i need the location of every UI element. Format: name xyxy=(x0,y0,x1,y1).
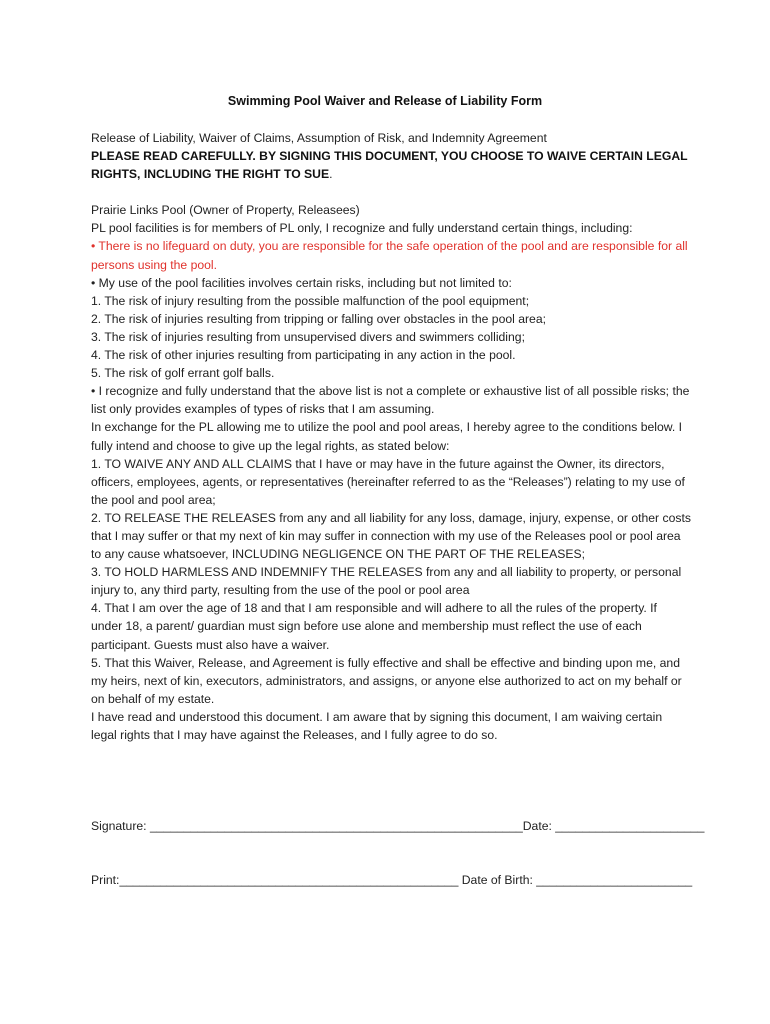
warning-paragraph xyxy=(91,147,691,183)
risk-item: 3. The risk of injuries resulting from unsupervised divers and swimmers colliding; xyxy=(91,329,525,344)
condition-item: 4. That I am over the age of 18 and that I am responsible and will adhere to all the rules of the property. If under 18, a parent/ guardian must sign before use alone and membership must reflect the use of each participant. Guests must also have a waiver. xyxy=(91,601,657,652)
date-field[interactable]: ______________________ xyxy=(555,819,705,833)
owner-line: Prairie Links Pool (Owner of Property, Releasees) xyxy=(91,203,360,218)
risk-item: 5. The risk of golf errant golf balls. xyxy=(91,366,275,381)
condition-item: 5. That this Waiver, Release, and Agreement is fully effective and shall be effective and binding upon me, and my heirs, next of kin, executors, administrators, and assigns, or anyone else authorized to act on my behalf or on behalf of my estate. xyxy=(91,655,682,706)
print-label: Print: xyxy=(91,873,120,887)
risk-item: 2. The risk of injuries resulting from tripping or falling over obstacles in the pool area; xyxy=(91,311,547,326)
warning-period: . xyxy=(329,167,333,182)
signature-field[interactable]: _______________________________________________________ xyxy=(149,819,523,833)
closing-paragraph: I have read and understood this document. I am aware that by signing this document, I am waiving certain legal rights that I may have against the Releases, and I fully agree to do so. xyxy=(91,709,663,742)
date-of-birth-field[interactable]: _______________________ xyxy=(536,873,693,887)
date-label: Date: xyxy=(522,819,556,833)
signature-label: Signature: xyxy=(91,819,150,833)
condition-item: 3. TO HOLD HARMLESS AND INDEMNIFY THE RELEASES from any and all liability to property, or personal injury to, any third party, resulting from the use of the pool or pool area xyxy=(91,565,682,598)
signature-row xyxy=(91,819,705,833)
document-body xyxy=(91,129,691,744)
spacer xyxy=(91,183,691,201)
risk-item: 1. The risk of injury resulting from the possible malfunction of the pool equipment; xyxy=(91,293,530,308)
date-of-birth-label: Date of Birth: xyxy=(458,873,537,887)
risk-item: 4. The risk of other injuries resulting from participating in any action in the pool. xyxy=(91,348,516,363)
intro-paragraph: PL pool facilities is for members of PL only, I recognize and fully understand certain things, including: xyxy=(91,221,633,236)
exchange-paragraph: In exchange for the PL allowing me to utilize the pool and pool areas, I hereby agree to the conditions below. I fully intend and choose to give up the legal rights, as stated below: xyxy=(91,420,683,453)
document-title: Swimming Pool Waiver and Release of Liability Form xyxy=(227,94,543,108)
print-row xyxy=(91,873,691,887)
warning-text: PLEASE READ CAREFULLY. BY SIGNING THIS DOCUMENT, YOU CHOOSE TO WAIVE CERTAIN LEGAL RIGHTS, INCLUDING THE RIGHT TO SUE xyxy=(91,149,688,182)
condition-item: 2. TO RELEASE THE RELEASES from any and all liability for any loss, damage, injury, expense, or other costs that I may suffer or that my next of kin may suffer in connection with my use of the Releases pool or pool area to any cause whatsoever, INCLUDING NEGLIGENCE ON THE PART OF THE RELEASES; xyxy=(91,510,691,562)
not-exhaustive-paragraph: • I recognize and fully understand that the above list is not a complete or exhaustive list of all possible risks; the list only provides examples of types of risks that I am assuming. xyxy=(91,384,690,417)
lifeguard-notice: • There is no lifeguard on duty, you are responsible for the safe operation of the pool and are responsible for all persons using the pool. xyxy=(91,239,688,272)
condition-item: 1. TO WAIVE ANY AND ALL CLAIMS that I have or may have in the future against the Owner, its directors, officers, employees, agents, or representatives (hereinafter referred to as the “Releases”) relating to my use of the pool and pool area; xyxy=(91,456,685,507)
print-name-field[interactable]: __________________________________________________ xyxy=(119,873,459,887)
risks-intro: • My use of the pool facilities involves certain risks, including but not limited to: xyxy=(91,275,512,290)
agreement-subtitle: Release of Liability, Waiver of Claims, Assumption of Risk, and Indemnity Agreement xyxy=(91,131,547,145)
